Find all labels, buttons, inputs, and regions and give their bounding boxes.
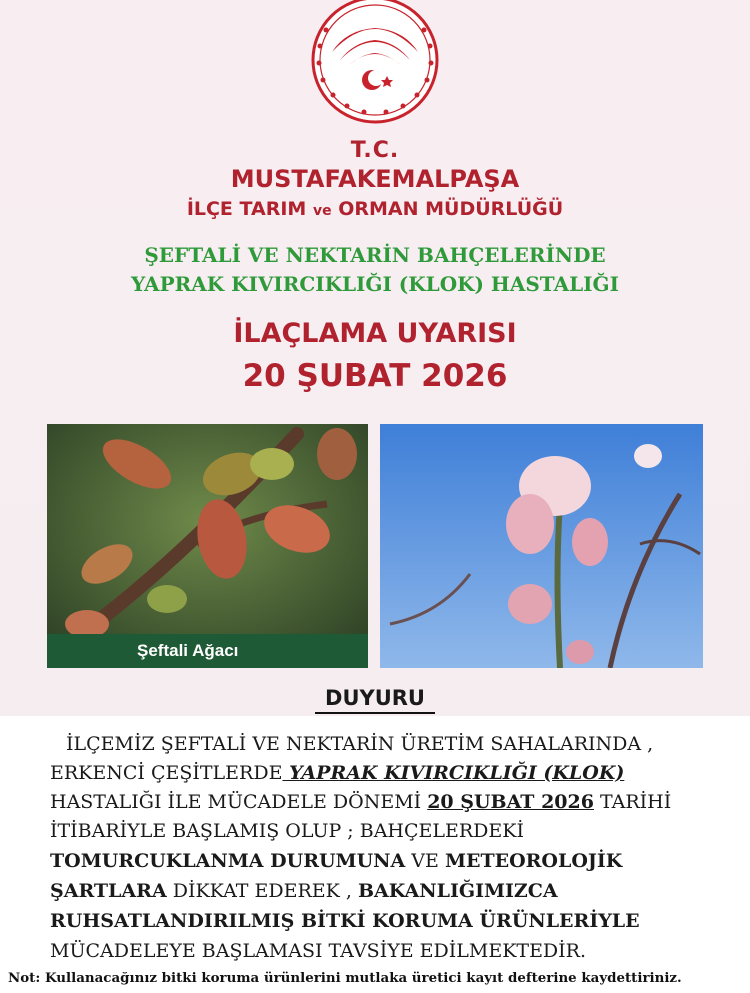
announcement-line-7 [50, 910, 730, 932]
start-date: 20 ŞUBAT 2026 [427, 791, 594, 813]
footer-note: Not: Kullanacağınız bitki koruma ürünlerini mutlaka üretici kayıt defterine kaydettiriniz. [8, 970, 682, 986]
header-district: MUSTAFAKEMALPAŞA [230, 165, 520, 193]
line-2-text: ERKENCİ ÇEŞİTLERDE [50, 762, 283, 784]
header-tc: T.C. [350, 138, 400, 163]
line-6-text: DİKKAT EDEREK , [166, 880, 358, 902]
warning-date: 20 ŞUBAT 2026 [242, 358, 508, 394]
line-6-bold-a: ŞARTLARA [50, 880, 167, 902]
curled-peach-leaves-photo [47, 424, 368, 668]
line-5-conj: VE [405, 850, 445, 872]
department-part-a: İLÇE TARIM [186, 198, 307, 220]
header-department [0, 198, 750, 220]
line-6-bold-b: BAKANLIĞIMIZCA [357, 880, 558, 902]
subject-line-1: ŞEFTALİ VE NEKTARİN BAHÇELERİNDE [144, 243, 606, 267]
announcement-title [0, 686, 750, 710]
peach-blossom-buds-photo [380, 424, 703, 668]
announcement-line-1: İLÇEMİZ ŞEFTALİ VE NEKTARİN ÜRETİM SAHALARINDA , [66, 733, 654, 755]
line-3-suffix: TARİHİ [593, 791, 672, 813]
line-7-bold: RUHSATLANDIRILMIŞ BİTKİ KORUMA ÜRÜNLERİYLE [50, 910, 640, 932]
announcement-line-2 [50, 762, 730, 784]
announcement-title-text: DUYURU [315, 686, 435, 714]
department-part-b: ORMAN MÜDÜRLÜĞÜ [338, 198, 564, 220]
line-5-bold-b: METEOROLOJİK [444, 850, 623, 872]
announcement-line-4: İTİBARİYLE BAŞLAMIŞ OLUP ; BAHÇELERDEKİ [50, 820, 524, 842]
warning-title: İLAÇLAMA UYARISI [233, 318, 517, 349]
disease-name: YAPRAK KIVIRCIKLIĞI (KLOK) [282, 762, 625, 784]
subject-line-2: YAPRAK KIVIRCIKLIĞI (KLOK) HASTALIĞI [131, 272, 619, 296]
photo-caption: Şeftali Ağacı [47, 634, 368, 668]
department-conjunction: ve [312, 203, 332, 219]
ministry-emblem-icon [292, 0, 458, 132]
line-3-text: HASTALIĞI İLE MÜCADELE DÖNEMİ [50, 791, 428, 813]
announcement-line-6 [50, 880, 730, 902]
announcement-line-3 [50, 791, 730, 813]
line-5-bold-a: TOMURCUKLANMA DURUMUNA [50, 850, 406, 872]
announcement-line-5 [50, 850, 730, 872]
announcement-line-8: MÜCADELEYE BAŞLAMASI TAVSİYE EDİLMEKTEDİR. [50, 940, 587, 962]
